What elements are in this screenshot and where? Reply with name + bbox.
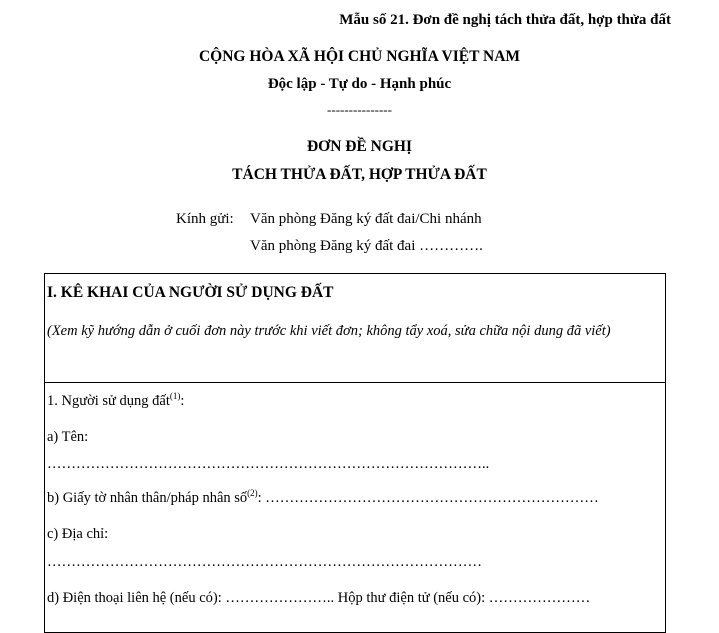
id-document-row <box>47 490 599 507</box>
national-motto: Độc lập - Tự do - Hạnh phúc <box>267 76 452 92</box>
phone-email-row[interactable]: d) Điện thoại liên hệ (nếu có): ………………….. Hộp thư điện tử (nếu có): ………………… <box>47 590 591 606</box>
name-label: a) Tên: <box>47 429 89 445</box>
form-number: Mẫu số 21. Đơn đề nghị tách thửa đất, hợp thửa đất <box>339 12 671 28</box>
land-user-heading <box>47 393 184 410</box>
national-title: CỘNG HÒA XÃ HỘI CHỦ NGHĨA VIỆT NAM <box>198 48 521 65</box>
recipient-label: Kính gửi: <box>176 211 234 227</box>
footnote-1: (1) <box>169 391 181 402</box>
section-title: I. KÊ KHAI CỦA NGƯỜI SỬ DỤNG ĐẤT <box>47 284 334 301</box>
section-instructions: (Xem kỹ hướng dẫn ở cuối đơn này trước khi viết đơn; không tẩy xoá, sửa chữa nội dung đã viết) <box>47 323 611 339</box>
id-document-label: b) Giấy tờ nhân thân/pháp nhân số <box>47 490 248 506</box>
recipient-line-1: Văn phòng Đăng ký đất đai/Chi nhánh <box>250 211 482 227</box>
name-field[interactable]: ……………………………………………………………………………….. <box>47 456 490 472</box>
header-separator: --------------- <box>327 102 392 117</box>
land-user-label: 1. Người sử dụng đất <box>47 393 170 409</box>
document-subtitle: TÁCH THỬA ĐẤT, HỢP THỬA ĐẤT <box>232 166 487 183</box>
document-title: ĐƠN ĐỀ NGHỊ <box>306 138 413 155</box>
address-label: c) Địa chỉ: <box>47 526 109 542</box>
section-divider <box>45 382 665 383</box>
id-document-field[interactable]: : …………………………………………………………… <box>257 490 599 506</box>
declaration-section-box <box>44 273 666 633</box>
footnote-2: (2) <box>247 488 258 499</box>
address-field[interactable]: ……………………………………………………………………………… <box>47 554 482 570</box>
recipient-line-2: Văn phòng Đăng ký đất đai …………. <box>250 238 483 254</box>
land-user-colon: : <box>180 393 185 409</box>
